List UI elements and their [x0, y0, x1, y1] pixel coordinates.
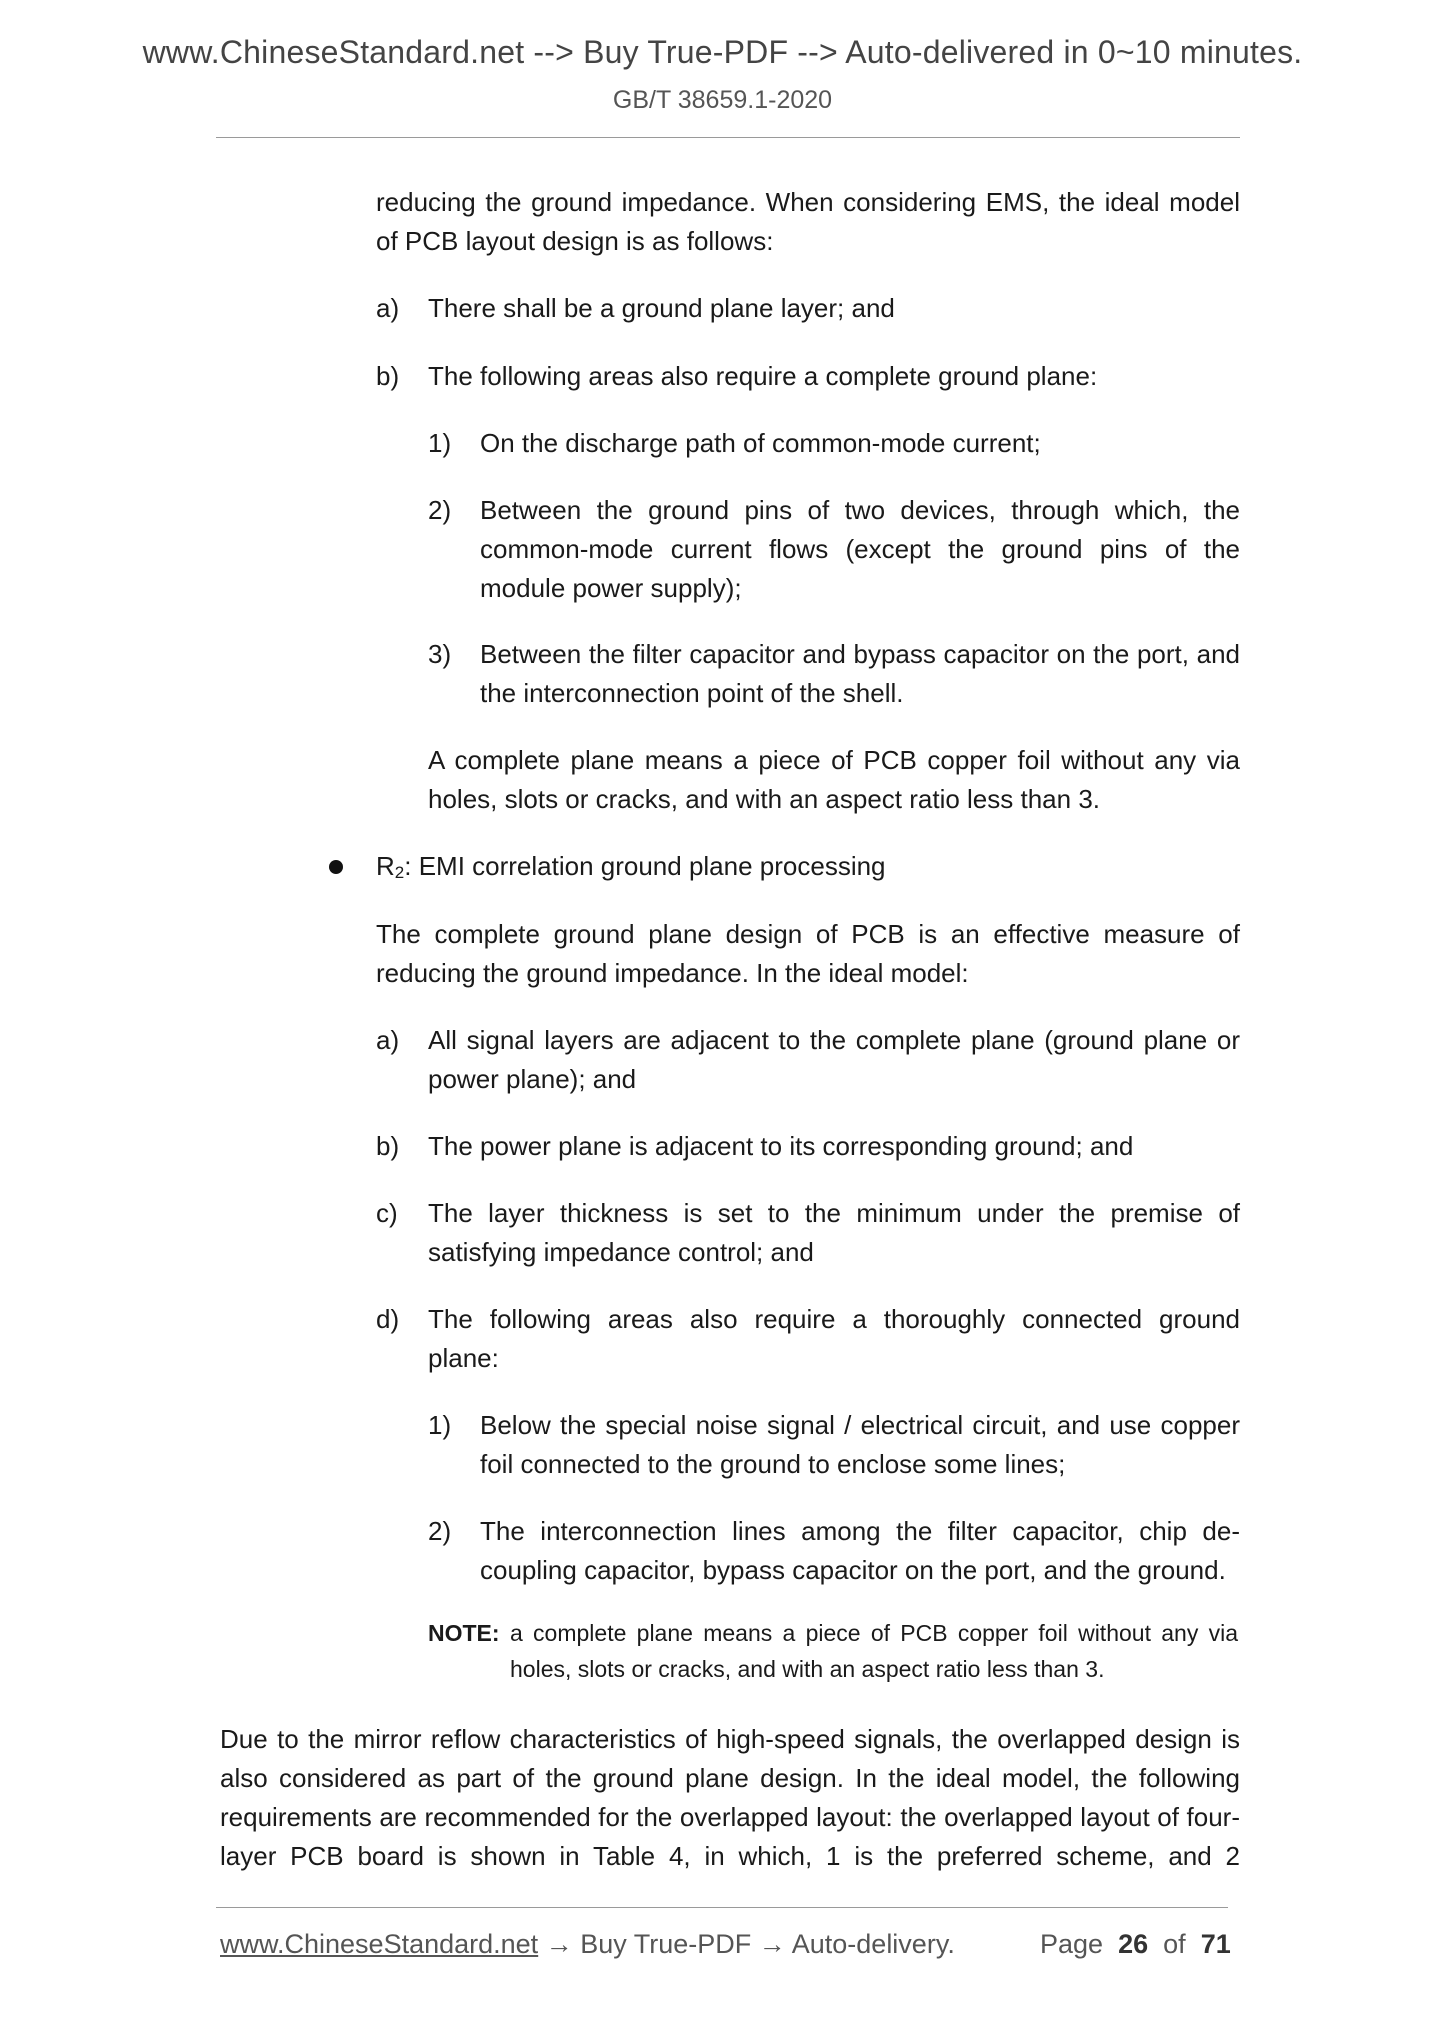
r2-title: : EMI correlation ground plane processing — [404, 851, 886, 881]
list-marker: b) — [376, 361, 400, 391]
list-item: The power plane is adjacent to its corresponding ground; and — [428, 1131, 1134, 1161]
page-indicator — [1040, 1929, 1231, 1960]
top-banner: www.ChineseStandard.net --> Buy True-PDF --> Auto-delivered in 0~10 minutes. — [142, 34, 1303, 70]
note-text: a complete plane means a piece of PCB copper foil without any via holes, slots or cracks, and with an aspect ratio less than 3. — [510, 1620, 1238, 1682]
standard-code: GB/T 38659.1-2020 — [612, 86, 833, 114]
sublist-marker: 3) — [428, 639, 452, 669]
page-number: 26 — [1118, 1929, 1149, 1959]
closing-paragraph: Due to the mirror reflow characteristics of high-speed signals, the overlapped design is also considered as part of the ground plane design. In the ideal model, the following requirements are recommended for the overlapped layout: the overlapped layout of four-layer PCB board is shown in Table 4, in which, 1 is the preferred scheme, and 2 — [220, 1724, 1240, 1871]
note-label: NOTE: — [428, 1620, 500, 1646]
page-label: Page — [1040, 1929, 1104, 1959]
sublist-marker: 1) — [428, 1410, 452, 1440]
footer-tagline: → Buy True-PDF → Auto-delivery. — [538, 1929, 955, 1959]
list-item: The following areas also require a complete ground plane: — [428, 361, 1098, 391]
r2-label: R — [376, 851, 395, 881]
sublist-item: The interconnection lines among the filter capacitor, chip de-coupling capacitor, bypass capacitor on the port, and the ground. — [480, 1516, 1240, 1585]
list-marker: c) — [376, 1198, 398, 1228]
list-item: There shall be a ground plane layer; and — [428, 293, 895, 323]
list-marker: a) — [376, 1025, 400, 1055]
r2-subscript: 2 — [394, 863, 405, 882]
list-item: The layer thickness is set to the minimum under the premise of satisfying impedance control; and — [428, 1198, 1240, 1267]
of-label: of — [1163, 1929, 1186, 1959]
emi-intro-paragraph: The complete ground plane design of PCB is an effective measure of reducing the ground impedance. In the ideal model: — [376, 919, 1240, 988]
header-divider — [216, 137, 1240, 138]
list-item: All signal layers are adjacent to the complete plane (ground plane or power plane); and — [428, 1025, 1240, 1094]
site-link[interactable]: www.ChineseStandard.net — [220, 1929, 539, 1959]
sublist-item: On the discharge path of common-mode current; — [480, 428, 1041, 458]
bullet-icon — [329, 860, 343, 874]
sublist-marker: 2) — [428, 1516, 452, 1546]
sublist-item: Between the ground pins of two devices, through which, the common-mode current flows (except the ground pins of the module power supply); — [480, 495, 1240, 603]
footer-divider — [216, 1907, 1228, 1908]
sublist-item: Between the filter capacitor and bypass capacitor on the port, and the interconnection point of the shell. — [480, 639, 1240, 708]
r2-heading — [376, 847, 1240, 886]
total-pages: 71 — [1200, 1929, 1231, 1959]
list-marker: d) — [376, 1304, 400, 1334]
list-item: The following areas also require a thoroughly connected ground plane: — [428, 1304, 1240, 1373]
sublist-item: Below the special noise signal / electrical circuit, and use copper foil connected to the ground to enclose some lines; — [480, 1410, 1240, 1479]
sublist-marker: 1) — [428, 428, 452, 458]
complete-plane-definition: A complete plane means a piece of PCB copper foil without any via holes, slots or cracks, and with an aspect ratio less than 3. — [428, 745, 1240, 814]
sublist-marker: 2) — [428, 495, 452, 525]
list-marker: b) — [376, 1131, 400, 1161]
ems-intro-paragraph: reducing the ground impedance. When considering EMS, the ideal model of PCB layout design is as follows: — [376, 187, 1240, 256]
footer-left — [220, 1929, 955, 1960]
list-marker: a) — [376, 293, 400, 323]
